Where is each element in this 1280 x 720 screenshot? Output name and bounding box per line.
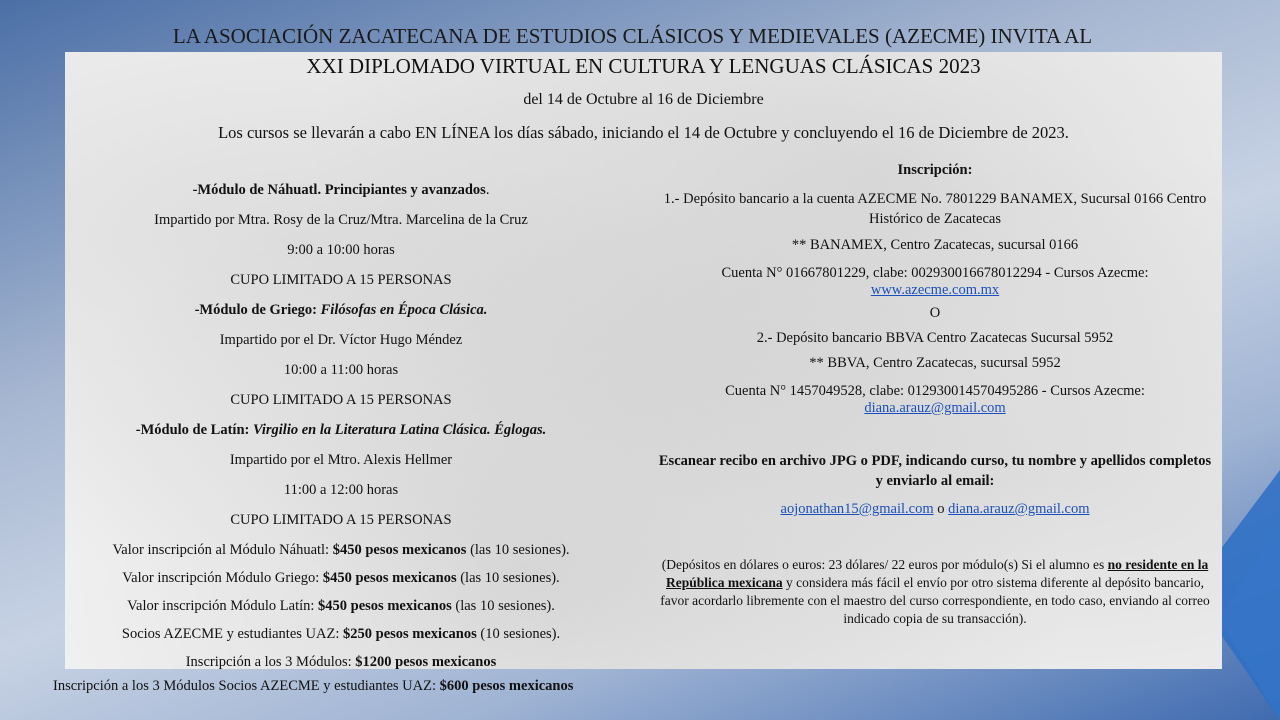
module-title: -Módulo de Náhuatl. Principiantes y avanzados. [192, 182, 490, 198]
option2-text: 2.- Depósito bancario BBVA Centro Zacatecas Sucursal 5952 [756, 330, 1114, 346]
dates-line: del 14 de Octubre al 16 de Diciembre [523, 91, 764, 108]
module-cupo: CUPO LIMITADO A 15 PERSONAS [230, 512, 452, 528]
email-link-jonathan[interactable]: aojonathan15@gmail.com [780, 501, 934, 517]
module-hours: 9:00 a 10:00 horas [287, 242, 395, 258]
module-teacher: Impartido por el Mtro. Alexis Hellmer [229, 452, 453, 468]
scan-instructions: Escanear recibo en archivo JPG o PDF, indicando curso, tu nombre y apellidos completos y enviarlo al email: [658, 453, 1212, 489]
option2-email-link[interactable]: diana.arauz@gmail.com [864, 400, 1006, 416]
module-teacher: Impartido por Mtra. Rosy de la Cruz/Mtra. Marcelina de la Cruz [154, 212, 528, 228]
price-line: Socios AZECME y estudiantes UAZ: $250 pesos mexicanos (10 sesiones). [121, 626, 561, 642]
option2-account: Cuenta N° 1457049528, clabe: 012930014570495286 - Cursos Azecme: [725, 383, 1145, 399]
intro-line: Los cursos se llevarán a cabo EN LÍNEA los días sábado, iniciando el 14 de Octubre y concluyendo el 16 de Diciembre de 2023. [218, 123, 1069, 142]
diplomado-title: XXI DIPLOMADO VIRTUAL EN CULTURA Y LENGUAS CLÁSICAS 2023 [306, 54, 981, 78]
modules-column [80, 180, 602, 680]
or-separator: O [929, 305, 941, 321]
option1-account: Cuenta N° 01667801229, clabe: 002930016678012294 - Cursos Azecme: [721, 265, 1149, 281]
email-link-diana[interactable]: diana.arauz@gmail.com [948, 501, 1090, 517]
module-hours: 10:00 a 11:00 horas [283, 362, 399, 378]
option2-bank: ** BBVA, Centro Zacatecas, sucursal 5952 [809, 355, 1061, 371]
price-line: Inscripción a los 3 Módulos: $1200 pesos mexicanos [185, 654, 497, 670]
inscripcion-column [655, 162, 1215, 628]
module-title: -Módulo de Griego: Filósofas en Época Clásica. [194, 302, 488, 318]
module-hours: 11:00 a 12:00 horas [283, 482, 399, 498]
email-line: aojonathan15@gmail.com o diana.arauz@gmail.com [780, 501, 1090, 517]
price-line: Valor inscripción Módulo Latín: $450 pesos mexicanos (las 10 sesiones). [127, 598, 555, 614]
header-title: LA ASOCIACIÓN ZACATECANA DE ESTUDIOS CLÁSICOS Y MEDIEVALES (AZECME) INVITA AL [172, 24, 1093, 48]
price-line: Valor inscripción al Módulo Náhuatl: $450 pesos mexicanos (las 10 sesiones). [112, 542, 570, 558]
azecme-website-link[interactable]: www.azecme.com.mx [870, 282, 1000, 298]
inscripcion-title: Inscripción: [897, 162, 973, 178]
foreign-payment-note: (Depósitos en dólares o euros: 23 dólares/ 22 euros por módulo(s) Si el alumno es no residente en la República mexicana y considera más fácil el envío por otro sistema diferente al depósito bancario, favor acordarlo libremente con el maestro del curso correspondiente, en todo caso, enviando al correo indicado copia de su transacción). [660, 557, 1210, 626]
module-cupo: CUPO LIMITADO A 15 PERSONAS [230, 392, 452, 408]
footer-price-line: Inscripción a los 3 Módulos Socios AZECME y estudiantes UAZ: $600 pesos mexicanos [53, 678, 574, 694]
module-cupo: CUPO LIMITADO A 15 PERSONAS [230, 272, 452, 288]
option1-bank: ** BANAMEX, Centro Zacatecas, sucursal 0166 [791, 237, 1079, 253]
module-teacher: Impartido por el Dr. Víctor Hugo Méndez [219, 332, 463, 348]
price-line: Valor inscripción Módulo Griego: $450 pesos mexicanos (las 10 sesiones). [122, 570, 560, 586]
option1-text: 1.- Depósito bancario a la cuenta AZECME No. 7801229 BANAMEX, Sucursal 0166 Centro Histórico de Zacatecas [663, 191, 1207, 227]
module-title: -Módulo de Latín: Virgilio en la Literatura Latina Clásica. Églogas. [135, 422, 547, 438]
